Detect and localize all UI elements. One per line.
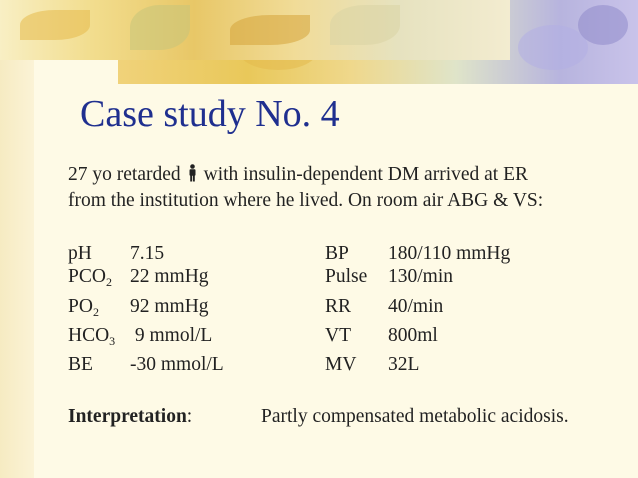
lab-label: BE (68, 354, 93, 375)
vital-value: 40/min (388, 296, 444, 317)
lab-value: 9 mmol/L (130, 325, 213, 346)
interpretation-label: Interpretation: (68, 406, 193, 427)
vital-label: VT (325, 325, 351, 346)
lab-label: $PO_2$ (68, 296, 99, 319)
vital-label: RR (325, 296, 352, 317)
lab-label: pH (68, 243, 92, 264)
lab-value: 92 mmHg (130, 296, 209, 317)
intro-line-2: from the institution where he lived. On room air ABG & VS: (68, 190, 544, 211)
floral-banner-upper (0, 0, 510, 60)
vital-label: BP (325, 243, 349, 264)
vital-value: 32L (388, 354, 420, 375)
slide-title: Case study No. 4 (80, 93, 340, 135)
interpretation-value: Partly compensated metabolic acidosis. (261, 406, 569, 427)
lab-value: 7.15 (130, 243, 165, 264)
intro-text-after: with insulin-dependent DM arrived at ER (203, 164, 529, 185)
vital-label: MV (325, 354, 357, 375)
intro-line-1 (68, 163, 528, 187)
male-person-icon (187, 164, 198, 182)
lab-value: -30 mmol/L (130, 354, 224, 375)
lab-label: $HCO_3$ (68, 325, 116, 348)
lab-value: 22 mmHg (130, 266, 209, 287)
vital-value: 800ml (388, 325, 438, 346)
left-decorative-band (0, 0, 34, 478)
vital-value: 180/110 mmHg (388, 243, 511, 264)
vital-value: 130/min (388, 266, 454, 287)
vital-label: Pulse (325, 266, 368, 287)
intro-text-before: 27 yo retarded (68, 164, 181, 185)
lab-label: $PCO_2$ (68, 266, 112, 289)
